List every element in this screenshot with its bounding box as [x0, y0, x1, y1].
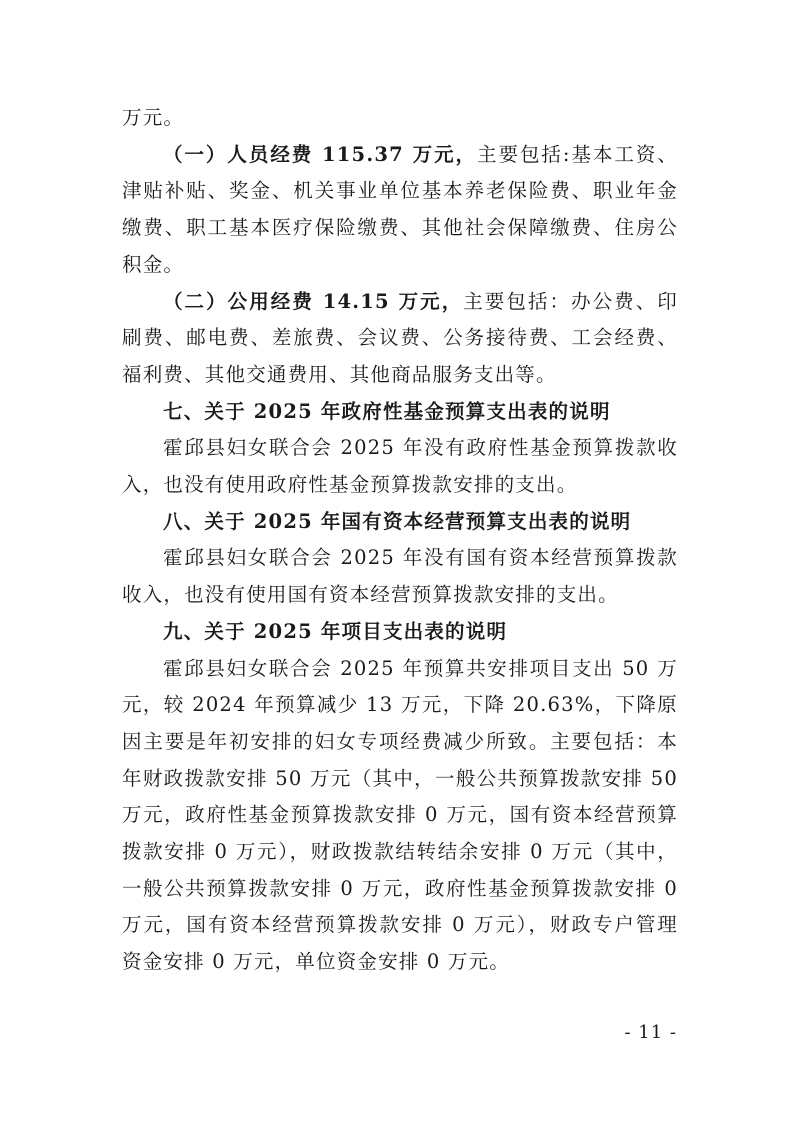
section-9-body: 霍邱县妇女联合会 2025 年预算共安排项目支出 50 万元，较 2024 年预算减少 13 万元，下降 20.63%，下降原因主要是年初安排的妇女专项经费减少所致。主要包括：本年财政拨款安排 50 万元（其中，一般公共预算拨款安排 50 万元，政府性基金预算拨款安排 0 万元，国有资本经营预算拨款安排 0 万元），财政拨款结转结余安排 0 万元（其中，一般公共预算拨款安排 0 万元，政府性基金预算拨款安排 0 万元，国有资本经营预算拨款安排 0 万元），财政专户管理资金安排 0 万元，单位资金安排 0 万元。	[122, 656, 678, 974]
continuation-text: 万元。	[122, 106, 185, 129]
public-expense-body: 主要包括：办公费、印刷费、邮电费、差旅费、会议费、公务接待费、工会经费、福利费、其他交通费用、其他商品服务支出等。	[122, 289, 678, 386]
page-number: - 11 -	[624, 1022, 677, 1043]
section-7-heading: 七、关于 2025 年政府性基金预算支出表的说明	[163, 399, 611, 423]
personnel-expense-lead: （一）人员经费 115.37 万元，	[163, 142, 478, 166]
section-8-body: 霍邱县妇女联合会 2025 年没有国有资本经营预算拨款收入，也没有使用国有资本经营预算拨款安排的支出。	[122, 546, 678, 607]
public-expense-paragraph	[122, 284, 678, 394]
personnel-expense-paragraph	[122, 137, 678, 284]
public-expense-lead: （二）公用经费 14.15 万元，	[163, 289, 464, 313]
section-9-heading: 九、关于 2025 年项目支出表的说明	[163, 619, 508, 643]
personnel-expense-body: 主要包括:基本工资、津贴补贴、奖金、机关事业单位基本养老保险费、职业年金缴费、职工基本医疗保险缴费、其他社会保障缴费、住房公积金。	[122, 142, 678, 276]
section-8-heading: 八、关于 2025 年国有资本经营预算支出表的说明	[163, 509, 632, 533]
document-body	[122, 100, 678, 981]
section-7-body: 霍邱县妇女联合会 2025 年没有政府性基金预算拨款收入，也没有使用政府性基金预算拨款安排的支出。	[122, 436, 678, 497]
